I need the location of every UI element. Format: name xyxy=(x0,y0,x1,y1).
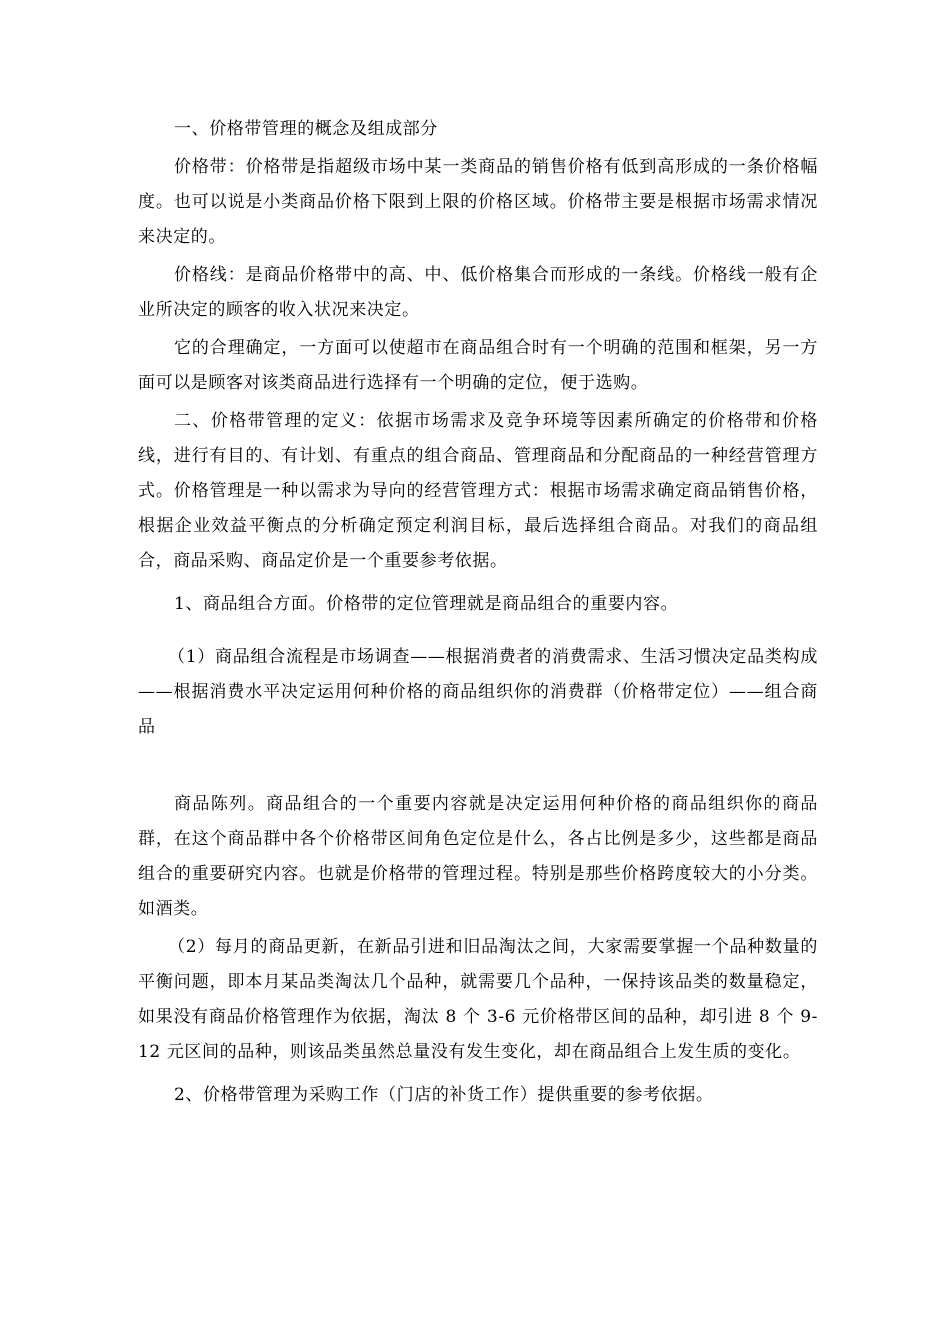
paragraph-purchasing: 2、价格带管理为采购工作（门店的补货工作）提供重要的参考依据。 xyxy=(174,1085,714,1105)
paragraph-price-band: 价格带：价格带是指超级市场中某一类商品的销售价格有低到高形成的一条价格幅度。也可以说是小类商品价格下限到上限的价格区域。价格带主要是根据市场需求情况来决定的。 xyxy=(138,157,818,247)
paragraph-product-mix: 1、商品组合方面。价格带的定位管理就是商品组合的重要内容。 xyxy=(174,594,679,614)
paragraph-reasonable-setting: 它的合理确定，一方面可以使超市在商品组合时有一个明确的范围和框架，另一方面可以是顾客对该类商品进行选择有一个明确的定位，便于选购。 xyxy=(138,338,818,393)
paragraph-mix-process: （1）商品组合流程是市场调查——根据消费者的消费需求、生活习惯决定品类构成——根据消费水平决定运用何种价格的商品组织你的消费群（价格带定位）——组合商品 xyxy=(138,647,818,737)
section-heading-2-definition: 二、价格带管理的定义：依据市场需求及竞争环境等因素所确定的价格带和价格线，进行有目的、有计划、有重点的组合商品、管理商品和分配商品的一种经营管理方式。价格管理是一种以需求为导向的经营管理方式：根据市场需求确定商品销售价格，根据企业效益平衡点的分析确定预定利润目标，最后选择组合商品。对我们的商品组合，商品采购、商品定价是一个重要参考依据。 xyxy=(138,411,818,571)
document-body xyxy=(138,112,818,1113)
paragraph-price-line: 价格线：是商品价格带中的高、中、低价格集合而形成的一条线。价格线一般有企业所决定的顾客的收入状况来决定。 xyxy=(138,265,818,320)
section-heading-1: 一、价格带管理的概念及组成部分 xyxy=(174,119,438,139)
paragraph-monthly-update: （2）每月的商品更新，在新品引进和旧品淘汰之间，大家需要掌握一个品种数量的平衡问题，即本月某品类淘汰几个品种，就需要几个品种，一保持该品类的数量稳定，如果没有商品价格管理作为依据，淘汰 8 个 3-6 元价格带区间的品种，却引进 8 个 9-12 元区间的品种，则该品类虽然总量没有发生变化，却在商品组合上发生质的变化。 xyxy=(138,937,818,1062)
paragraph-display: 商品陈列。商品组合的一个重要内容就是决定运用何种价格的商品组织你的商品群，在这个商品群中各个价格带区间角色定位是什么，各占比例是多少，这些都是商品组合的重要研究内容。也就是价格带的管理过程。特别是那些价格跨度较大的小分类。如酒类。 xyxy=(138,794,818,919)
